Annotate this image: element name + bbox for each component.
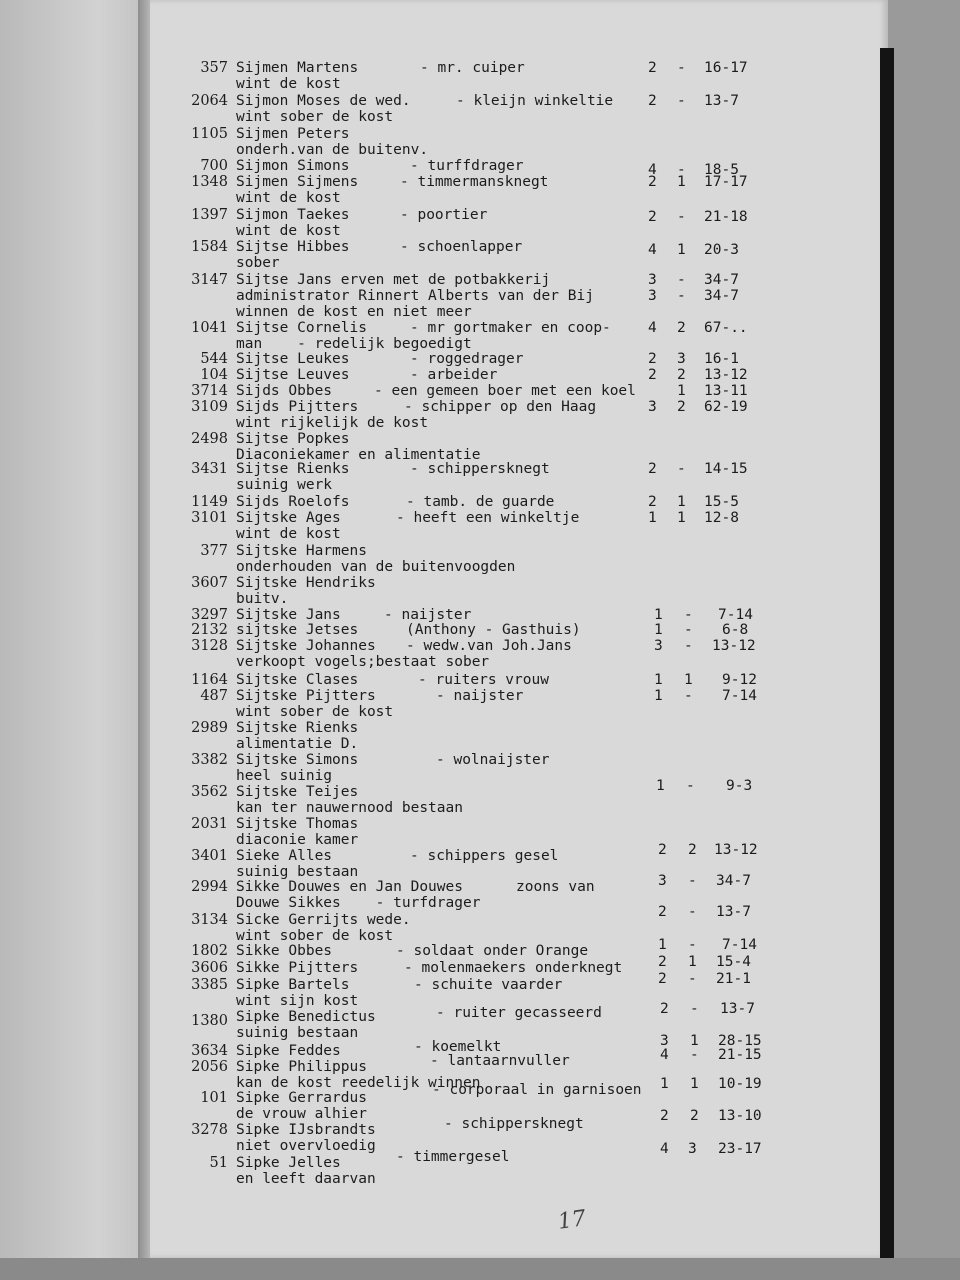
register-entry [0, 688, 960, 722]
entry-col1: 3 [648, 399, 657, 415]
entry-col3: 23-17 [718, 1141, 762, 1157]
entry-col1: 4 [660, 1141, 669, 1157]
entry-col2: - [688, 971, 697, 987]
entry-col2: - [688, 937, 697, 953]
entry-note: man - redelijk begoedigt [236, 336, 472, 352]
entry-occupation: - corporaal in garnisoen [432, 1082, 642, 1098]
entry-number: 3134 [191, 912, 228, 928]
entry-number: 3606 [191, 960, 228, 976]
entry-name: Sipke Feddes [236, 1043, 341, 1059]
entry-col3: 13-12 [714, 842, 758, 858]
entry-col3: 16-1 [704, 351, 739, 367]
entry-col3: 21-18 [704, 209, 748, 225]
entry-name: Sijds Pijtters [236, 399, 359, 415]
entry-note: diaconie kamer [236, 832, 359, 848]
entry-col1: 4 [648, 162, 657, 178]
page-number: 17 [556, 1206, 588, 1235]
entry-col1: 3 [654, 638, 663, 654]
entry-occupation: - naijster [384, 607, 472, 623]
entry-note: wint de kost [236, 76, 341, 92]
entry-col2: 1 [677, 242, 686, 258]
entry-number: 700 [200, 158, 228, 174]
entry-name: Sijmon Simons [236, 158, 350, 174]
entry-col2: 2 [677, 399, 686, 415]
entry-occupation: - schoenlapper [400, 239, 523, 255]
entry-number: 1105 [191, 126, 228, 142]
entry-name: Sijtske Teijes [236, 784, 359, 800]
register-entry [0, 126, 960, 160]
entry-col3: 17-17 [704, 174, 748, 190]
entry-col2: - [690, 1047, 699, 1063]
entry-number: 1041 [191, 320, 228, 336]
entry-occupation: - arbeider [410, 367, 498, 383]
entry-name: Sijtse Popkes [236, 431, 350, 447]
entry-note: niet overvloedig [236, 1138, 376, 1154]
entry-note: wint sijn kost [236, 993, 359, 1009]
entry-number: 3562 [191, 784, 228, 800]
entry-col3: 13-12 [712, 638, 756, 654]
entry-number: 3297 [191, 607, 228, 623]
entry-col2: - [677, 461, 686, 477]
entry-note: verkoopt vogels;bestaat sober [236, 654, 490, 670]
entry-number: 3382 [191, 752, 228, 768]
entry-number: 3101 [191, 510, 228, 526]
entry-col3: 16-17 [704, 60, 748, 76]
entry-note: wint sober de kost [236, 109, 394, 125]
entry-col1: 4 [660, 1047, 669, 1063]
entry-number: 3401 [191, 848, 228, 864]
entry-col1: 2 [658, 971, 667, 987]
entry-col2: - [677, 209, 686, 225]
entry-number: 2064 [191, 93, 228, 109]
register-entry [0, 431, 960, 465]
entry-col2: 2 [690, 1108, 699, 1124]
entry-name: Sijtske Hendriks [236, 575, 376, 591]
entry-col3: 9-12 [722, 672, 757, 688]
entry-col3: 21-1 [716, 971, 751, 987]
entry-name: Sijtse Jans erven met de potbakkerij [236, 272, 551, 288]
entry-col2: 1 [677, 383, 686, 399]
entry-note: onderh.van de buitenv. [236, 142, 429, 158]
entry-name: Sijds Obbes [236, 383, 333, 399]
entry-col1: 3 [658, 873, 667, 889]
entry-col2: - [688, 873, 697, 889]
entry-name: Sipke Philippus [236, 1059, 367, 1075]
entry-col2: 2 [688, 842, 697, 858]
entry-col2: 2 [677, 320, 686, 336]
entry-number: 2056 [191, 1059, 228, 1075]
entry-note: suinig werk [236, 477, 333, 493]
entry-note: kan ter nauwernood bestaan [236, 800, 463, 816]
entry-col1: 2 [648, 60, 657, 76]
entry-number: 1348 [191, 174, 228, 190]
entry-number: 104 [200, 367, 228, 383]
entry-col2: - [684, 622, 693, 638]
register-entry [0, 93, 960, 127]
register-entry [0, 778, 960, 818]
entry-name: Sikke Pijtters [236, 960, 359, 976]
entry-note: Diaconiekamer en alimentatie [236, 447, 481, 463]
entry-name: Sipke Jelles [236, 1155, 341, 1171]
entry-number: 3431 [191, 461, 228, 477]
entry-col3: 10-19 [718, 1076, 762, 1092]
entry-note: wint sober de kost [236, 704, 394, 720]
entry-col1: 2 [648, 461, 657, 477]
entry-col3: 6-8 [722, 622, 749, 638]
register-entry [0, 904, 960, 946]
entry-occupation: - lantaarnvuller [430, 1053, 570, 1069]
entry-number: 1380 [191, 1013, 228, 1029]
entry-number: 3147 [191, 272, 228, 288]
entry-col1: 2 [648, 367, 657, 383]
entry-occupation: - koemelkt [414, 1039, 502, 1055]
register-entry [0, 320, 960, 354]
entry-occupation: - roggedrager [410, 351, 524, 367]
entry-col1: 1 [660, 1076, 669, 1092]
entry-col1: 1 [654, 622, 663, 638]
entry-col2: - [684, 607, 693, 623]
entry-number: 3607 [191, 575, 228, 591]
entry-occupation: - kleijn winkeltie [456, 93, 614, 109]
register-entry [0, 873, 960, 913]
entry-occupation: - ruiter gecasseerd [436, 1005, 602, 1021]
entry-note: de vrouw alhier [236, 1106, 367, 1122]
entry-occupation: - mr gortmaker en coop- [410, 320, 611, 336]
entry-col3: 12-8 [704, 510, 739, 526]
entry-number: 3109 [191, 399, 228, 415]
entry-col1: 2 [648, 209, 657, 225]
entry-col3: 62-19 [704, 399, 748, 415]
entry-col3: 13-7 [716, 904, 751, 920]
entry-col2: 1 [677, 510, 686, 526]
entry-col1: 1 [658, 937, 667, 953]
register-entry [0, 207, 960, 241]
entry-col1: 1 [648, 510, 657, 526]
entry-col3: 18-5 [704, 162, 739, 178]
register-entry [0, 510, 960, 544]
entry-name: Sijtse Cornelis [236, 320, 367, 336]
entry-number: 2132 [191, 622, 228, 638]
register-entry [0, 720, 960, 754]
entry-name: Sijtske Harmens [236, 543, 367, 559]
entry-name: Sijds Roelofs [236, 494, 350, 510]
entry-number: 1164 [191, 672, 228, 688]
entry-number: 51 [209, 1155, 228, 1171]
entry-note: Douwe Sikkes - turfdrager [236, 895, 481, 911]
entry-note: en leeft daarvan [236, 1171, 376, 1187]
entry-name: Sicke Gerrijts wede. [236, 912, 411, 928]
entry-col1: 2 [658, 842, 667, 858]
entry-col2: 1 [690, 1033, 699, 1049]
entry-col3: 13-10 [718, 1108, 762, 1124]
entry-col2: - [684, 688, 693, 704]
entry-name: Sijtse Leukes [236, 351, 350, 367]
entry-note: administrator Rinnert Alberts van der Bij [236, 288, 594, 304]
entry-col3: 15-4 [716, 954, 751, 970]
entry-col2: 1 [677, 494, 686, 510]
entry-number: 487 [200, 688, 228, 704]
entry-note: wint rijkelijk de kost [236, 415, 429, 431]
register-entry [0, 543, 960, 577]
register-entry [0, 842, 960, 882]
entry-col2: - [688, 904, 697, 920]
entry-number: 377 [200, 543, 228, 559]
entry-number: 1802 [191, 943, 228, 959]
entry-col3: 13-12 [704, 367, 748, 383]
register-entry [0, 575, 960, 609]
register-entry [0, 60, 960, 94]
entry-col3: 13-7 [704, 93, 739, 109]
entry-col3: 9-3 [726, 778, 753, 794]
entry-col1: 2 [648, 174, 657, 190]
register-entry [0, 461, 960, 495]
entry-name: Sipke IJsbrandts [236, 1122, 376, 1138]
entry-occupation: - wolnaijster [436, 752, 550, 768]
register-entry [0, 752, 960, 786]
entry-occupation: zoons van [516, 879, 595, 895]
entry-name: Sijtske Rienks [236, 720, 359, 736]
entry-col2: 1 [684, 672, 693, 688]
entry-col2: 1 [677, 174, 686, 190]
entry-col2: 2 [677, 367, 686, 383]
entry-number: 3278 [191, 1122, 228, 1138]
register-entry [0, 174, 960, 208]
entry-col1: 4 [648, 320, 657, 336]
entry-name: Sieke Alles [236, 848, 333, 864]
entry-col2: 1 [690, 1076, 699, 1092]
entry-col1: 1 [654, 672, 663, 688]
entry-note: wint de kost [236, 526, 341, 542]
entry-number: 1149 [191, 494, 228, 510]
entry-name: Sijtske Clases [236, 672, 359, 688]
entry-number: 1397 [191, 207, 228, 223]
entry-note: suinig bestaan [236, 1025, 359, 1041]
entry-col2: - [686, 778, 695, 794]
entry-col1: 2 [648, 351, 657, 367]
entry-col3: 20-3 [704, 242, 739, 258]
entry-occupation: - schippersknegt [410, 461, 550, 477]
entry-note: sober [236, 255, 280, 271]
entry-number: 3128 [191, 638, 228, 654]
entry-occupation: - naijster [436, 688, 524, 704]
entry-col1: 2 [648, 494, 657, 510]
entry-number: 2031 [191, 816, 228, 832]
entry-name: Sijtske Jans [236, 607, 341, 623]
entry-number: 3634 [191, 1043, 228, 1059]
entry-note-2: winnen de kost en niet meer [236, 304, 472, 320]
entry-col2: - [677, 93, 686, 109]
entry-col1: 4 [648, 242, 657, 258]
entry-col2: 3 [677, 351, 686, 367]
entry-col1: 1 [656, 778, 665, 794]
entry-col3: 14-15 [704, 461, 748, 477]
entry-name: Sijmen Peters [236, 126, 350, 142]
entry-number: 3385 [191, 977, 228, 993]
entry-col1: 1 [654, 607, 663, 623]
entry-name: Sijmen Sijmens [236, 174, 359, 190]
entry-occupation: - turffdrager [410, 158, 524, 174]
entry-name: Sijtske Simons [236, 752, 359, 768]
entry-number: 357 [200, 60, 228, 76]
entry-col1: 2 [648, 93, 657, 109]
entry-occupation: - timmergesel [396, 1149, 510, 1165]
entry-name: Sipke Benedictus [236, 1009, 376, 1025]
entry-occupation: - wedw.van Joh.Jans [406, 638, 572, 654]
entry-occupation: (Anthony - Gasthuis) [406, 622, 581, 638]
entry-col2: - [684, 638, 693, 654]
entry-occupation: - schippers gesel [410, 848, 559, 864]
entry-col3: 15-5 [704, 494, 739, 510]
entry-occupation: - poortier [400, 207, 488, 223]
entry-number: 101 [200, 1090, 228, 1106]
entry-name: Sijtse Rienks [236, 461, 350, 477]
entry-col2: 1 [688, 954, 697, 970]
entry-name: Sijtske Ages [236, 510, 341, 526]
entry-col3: 7-14 [722, 937, 757, 953]
entry-number: 2994 [191, 879, 228, 895]
entry-number: 2498 [191, 431, 228, 447]
register-entry [0, 638, 960, 672]
entry-name: Sipke Bartels [236, 977, 350, 993]
entry-col1: 2 [660, 1001, 669, 1017]
entry-col2: - [677, 288, 686, 304]
entry-col3: 34-7 [704, 272, 739, 288]
entry-col3: 7-14 [718, 607, 753, 623]
entry-number: 544 [200, 351, 228, 367]
entry-col1: 3 [648, 288, 657, 304]
entry-occupation: - schippersknegt [444, 1116, 584, 1132]
entry-col3: 13-11 [704, 383, 748, 399]
entry-col3: 13-7 [720, 1001, 755, 1017]
entry-name: Sijmon Moses de wed. [236, 93, 411, 109]
entry-name: Sikke Douwes en Jan Douwes [236, 879, 463, 895]
entry-occupation: - tamb. de guarde [406, 494, 555, 510]
entry-name: Sijtse Leuves [236, 367, 350, 383]
entry-name: Sipke Gerrardus [236, 1090, 367, 1106]
register-entry [0, 272, 960, 322]
entry-col1: 3 [648, 272, 657, 288]
entry-col1: 2 [660, 1108, 669, 1124]
entry-col1: 3 [660, 1033, 669, 1049]
entry-col3: 21-15 [718, 1047, 762, 1063]
entry-note: wint de kost [236, 223, 341, 239]
entry-occupation: - heeft een winkeltje [396, 510, 580, 526]
entry-col2: - [690, 1001, 699, 1017]
entry-col2: - [677, 272, 686, 288]
entry-col1: 2 [658, 904, 667, 920]
entry-col1: 1 [654, 688, 663, 704]
entry-col3: 34-7 [704, 288, 739, 304]
entry-occupation: - ruiters vrouw [418, 672, 549, 688]
entry-occupation: - schipper op den Haag [404, 399, 597, 415]
entry-note: onderhouden van de buitenvoogden [236, 559, 516, 575]
entry-name: Sijtse Hibbes [236, 239, 350, 255]
entry-number: 3714 [191, 383, 228, 399]
entry-name: Sijmen Martens [236, 60, 359, 76]
entry-occupation: - soldaat onder Orange [396, 943, 589, 959]
register-entry [0, 816, 960, 850]
register-entry [0, 399, 960, 433]
entry-col2: - [677, 162, 686, 178]
entry-note: wint sober de kost [236, 928, 394, 944]
entry-note: suinig bestaan [236, 864, 359, 880]
entry-col3: 34-7 [716, 873, 751, 889]
entry-name: Sijtske Thomas [236, 816, 359, 832]
entry-name: Sijmon Taekes [236, 207, 350, 223]
entry-col3: 7-14 [722, 688, 757, 704]
entry-occupation: - een gemeen boer met een koel [374, 383, 636, 399]
entry-col3: 28-15 [718, 1033, 762, 1049]
entry-name: Sikke Obbes [236, 943, 333, 959]
entry-col1: 2 [658, 954, 667, 970]
table-surface [0, 1258, 960, 1280]
entry-number: 1584 [191, 239, 228, 255]
entry-occupation: - schuite vaarder [414, 977, 563, 993]
entry-name: Sijtske Johannes [236, 638, 376, 654]
entry-note: wint de kost [236, 190, 341, 206]
entry-occupation: - timmermansknegt [400, 174, 549, 190]
entry-occupation: - molenmaekers onderknegt [404, 960, 623, 976]
entry-col2: - [677, 60, 686, 76]
entry-note: kan de kost reedelijk winnen [236, 1075, 481, 1091]
entry-note: buitv. [236, 591, 289, 607]
entry-col3: 67-.. [704, 320, 748, 336]
register-entry [0, 239, 960, 273]
entry-number: 2989 [191, 720, 228, 736]
entry-name: sijtske Jetses [236, 622, 359, 638]
entry-col2: 3 [688, 1141, 697, 1157]
entry-name: Sijtske Pijtters [236, 688, 376, 704]
entry-note: heel suinig [236, 768, 333, 784]
entry-occupation: - mr. cuiper [420, 60, 525, 76]
entry-note: alimentatie D. [236, 736, 359, 752]
